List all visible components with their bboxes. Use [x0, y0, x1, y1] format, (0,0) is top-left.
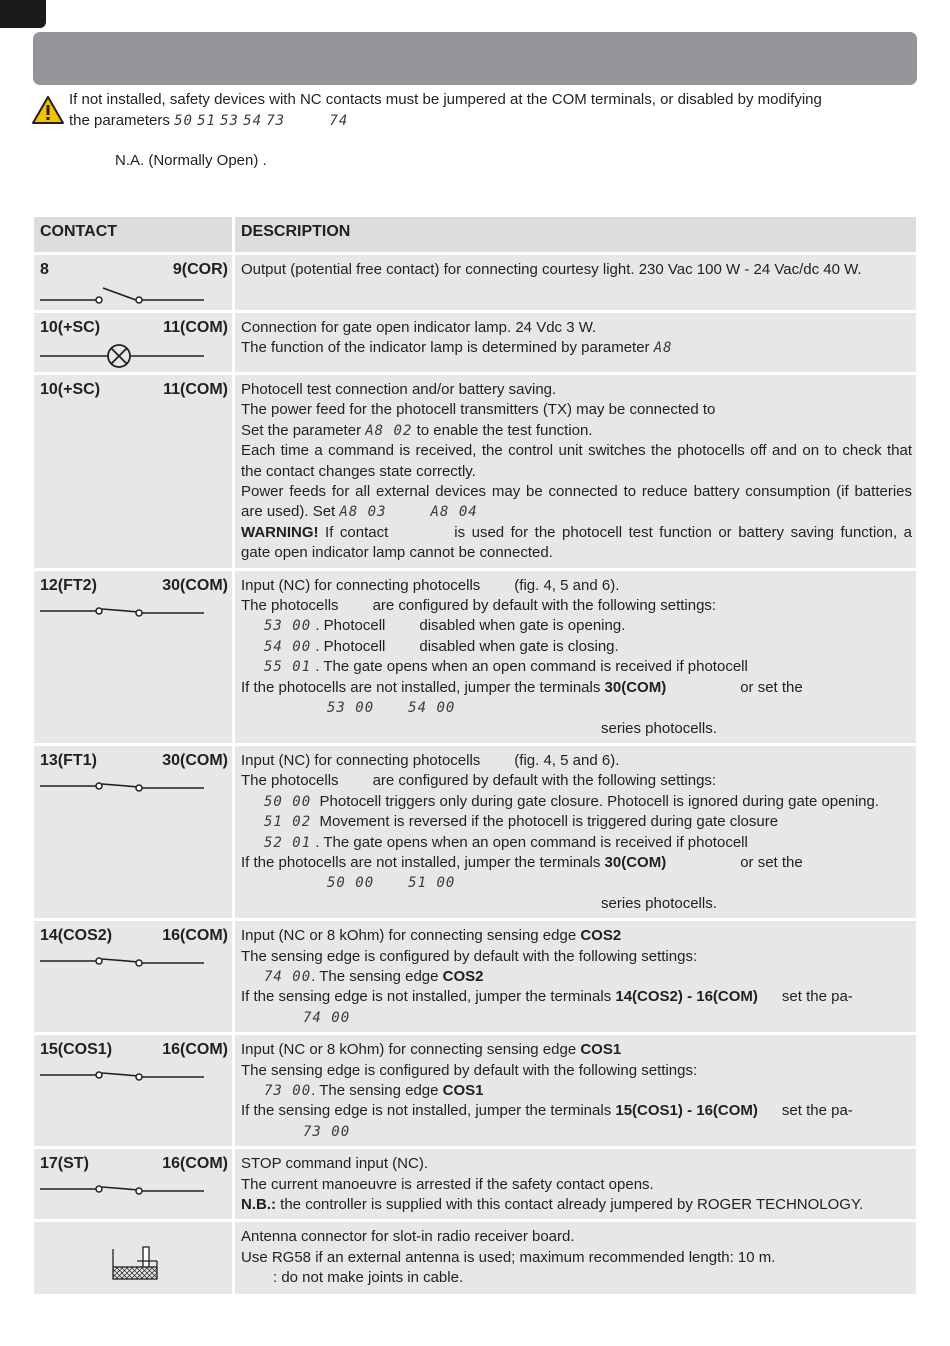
- contact-cell: 8 9(COR): [34, 254, 234, 312]
- table-row: [34, 374, 916, 570]
- param-code: 51 00: [408, 875, 456, 892]
- contact-cell: [34, 1221, 234, 1295]
- contact-cell: 13(FT1) 30(COM): [34, 744, 234, 919]
- contact-cell: 12(FT2) 30(COM): [34, 569, 234, 744]
- header-contact: CONTACT: [34, 217, 234, 254]
- contact-cell: 17(ST) 16(COM): [34, 1148, 234, 1221]
- normally-open-note: N.A. (Normally Open) .: [115, 152, 267, 169]
- lamp-icon: [40, 344, 206, 368]
- page-corner-tab: [0, 0, 46, 28]
- param-code: 74 00: [303, 1009, 351, 1026]
- param-code: 53: [220, 113, 239, 129]
- param-code: 74: [329, 113, 349, 129]
- switch-nc-icon: [40, 952, 206, 968]
- param-code: 51 02: [264, 814, 312, 831]
- contact-cell: 10(+SC) 11(COM): [34, 312, 234, 374]
- param-code: 54 00: [264, 638, 312, 655]
- switch-nc-icon: [40, 1180, 206, 1196]
- param-code: 50: [174, 113, 193, 129]
- switch-nc-icon: [40, 602, 206, 618]
- param-code: 50 00: [264, 793, 312, 810]
- table-row: [34, 1034, 916, 1148]
- section-header-bar: [33, 32, 917, 85]
- param-code: A8 04: [430, 504, 478, 521]
- description-cell: Output (potential free contact) for connecting courtesy light. 230 Vac 100 W - 24 Vac/dc 40 W.: [234, 254, 917, 312]
- table-row: [34, 569, 916, 744]
- description-cell: Photocell test connection and/or battery saving. The power feed for the photocell transmitters (TX) may be connected to Set the parameter A8 02 to enable the test function. Each time a command is received, the control unit switches the photocells off and on to check that the contact changes state correctly. Power feeds for all external devices may be connected to reduce battery consumption (if batteries are used). Set A8 03 A8 04 WARNING! If contact is used for the photocell test function or battery saving function, a gate open indicator lamp cannot be connected.: [234, 374, 917, 570]
- description-cell: Input (NC or 8 kOhm) for connecting sensing edge COS2 The sensing edge is configured by default with the following settings: 74 00. The sensing edge COS2 If the sensing edge is not installed, jumper the terminals 14(COS2) - 16(COM) set the pa- 74 00: [234, 920, 917, 1034]
- description-cell: Connection for gate open indicator lamp. 24 Vdc 3 W. The function of the indicator lamp is determined by parameter A8: [234, 312, 917, 374]
- table-header-row: [34, 217, 916, 254]
- param-code: 73 00: [264, 1083, 312, 1099]
- warning-triangle-icon: [31, 95, 65, 125]
- description-cell: Input (NC) for connecting photocells (fig. 4, 5 and 6). The photocells are configured by default with the following settings: 53 00 . Photocell disabled when gate is opening. 54 00 . Photocell disabled when gate is closing. 55 01 . The gate opens when an open command is received if photocell If the photocells are not installed, jumper the terminals 30(COM) or set the 53 00 54 00 series photocells.: [234, 569, 917, 744]
- contact-cell: 15(COS1) 16(COM): [34, 1034, 234, 1148]
- param-code: 73: [266, 113, 286, 129]
- contact-cell: 14(COS2) 16(COM): [34, 920, 234, 1034]
- header-description: DESCRIPTION: [234, 217, 917, 254]
- param-code: 54: [243, 113, 263, 129]
- param-code: A8 02: [365, 422, 413, 439]
- terminals-table: [34, 217, 916, 1297]
- param-code: 74 00: [264, 968, 312, 985]
- param-code: 50 00: [327, 875, 375, 892]
- warning-text: If not installed, safety devices with NC contacts must be jumpered at the COM terminals, or disabled by modifying the parameters 50 51 53 54 73 74: [69, 91, 822, 129]
- description-cell: Antenna connector for slot-in radio receiver board. Use RG58 if an external antenna is used; maximum recommended length: 10 m. : do not make joints in cable.: [234, 1221, 917, 1295]
- table-row: [34, 1221, 916, 1295]
- table-row: [34, 1148, 916, 1221]
- table-row: [34, 312, 916, 374]
- contact-cell: 10(+SC) 11(COM): [34, 374, 234, 570]
- table-row: [34, 744, 916, 919]
- param-code: 54 00: [408, 700, 456, 717]
- param-code: 53 00: [264, 618, 312, 635]
- param-code: 73 00: [303, 1123, 351, 1140]
- table-row: [34, 254, 916, 312]
- switch-nc-icon: [40, 1066, 206, 1082]
- table-row: [34, 920, 916, 1034]
- switch-nc-icon: [40, 777, 206, 793]
- param-code: A8: [653, 340, 673, 357]
- param-code: 52 01: [264, 834, 312, 851]
- param-code: 55 01: [264, 659, 312, 676]
- param-code: 51: [197, 113, 216, 129]
- description-cell: Input (NC or 8 kOhm) for connecting sensing edge COS1 The sensing edge is configured by default with the following settings: 73 00. The sensing edge COS1 If the sensing edge is not installed, jumper the terminals 15(COS1) - 16(COM) set the pa- 73 00: [234, 1034, 917, 1148]
- description-cell: STOP command input (NC). The current manoeuvre is arrested if the safety contact opens. N.B.: the controller is supplied with this contact already jumpered by ROGER TECHNOLOGY.: [234, 1148, 917, 1221]
- description-cell: Input (NC) for connecting photocells (fig. 4, 5 and 6). The photocells are configured by default with the following settings: 50 00 Photocell triggers only during gate closure. Photocell is ignored during gate opening. 51 02 Movement is reversed if the photocell is triggered during gate closure 52 01 . The gate opens when an open command is received if photocell If the photocells are not installed, jumper the terminals 30(COM) or set the 50 00 51 00 series photocells.: [234, 744, 917, 919]
- param-code: 53 00: [327, 700, 375, 717]
- switch-no-icon: [40, 286, 206, 306]
- antenna-connector-icon: [107, 1243, 161, 1283]
- param-code: A8 03: [339, 504, 387, 521]
